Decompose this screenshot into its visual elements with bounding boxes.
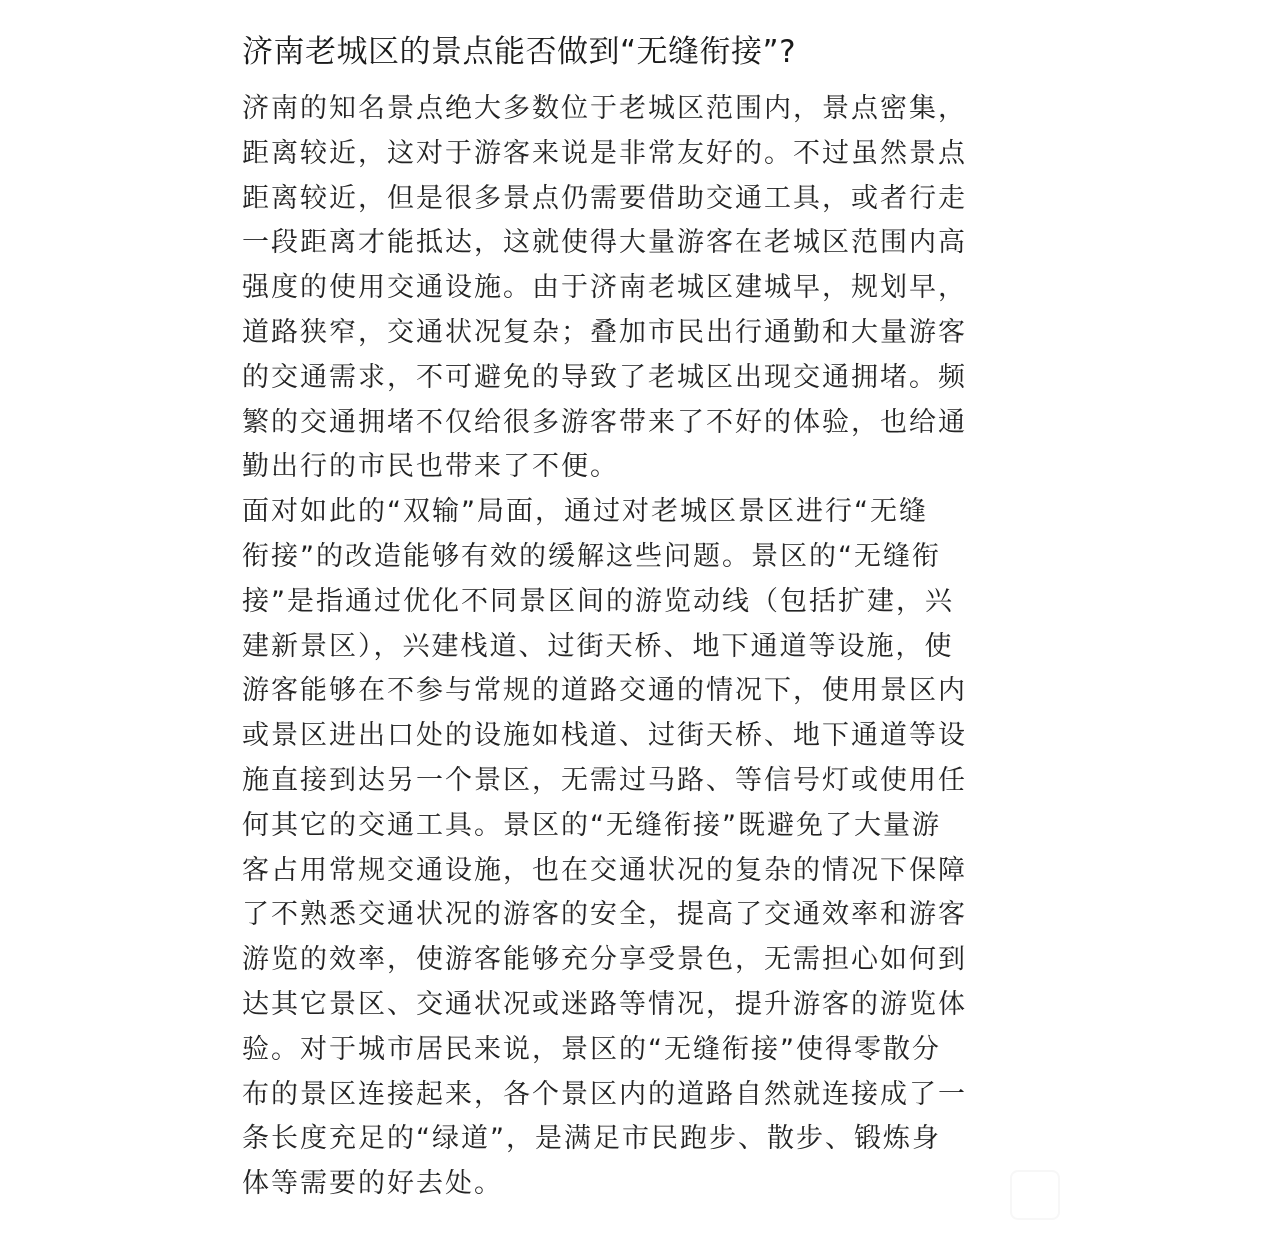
text-line: 勤出行的市民也带来了不便。: [242, 451, 619, 483]
text-line: 济南的知名景点绝大多数位于老城区范围内，景点密集，: [242, 93, 967, 124]
text-line: 游览的效率，使游客能够充分享受景色，无需担心如何到: [242, 944, 967, 976]
article-body: [242, 87, 1022, 1207]
article: [242, 28, 1022, 1207]
paragraph-2: [242, 490, 1022, 1207]
article-title: 济南老城区的景点能否做到“无缝衔接”?: [242, 34, 797, 70]
text-line: 距离较近，这对于游客来说是非常友好的。不过虽然景点: [242, 137, 967, 169]
text-line: 距离较近，但是很多景点仍需要借助交通工具，或者行走: [242, 182, 967, 214]
text-line: 体等需要的好去处。: [242, 1168, 503, 1200]
paragraph-1: [242, 87, 1022, 490]
text-line: 建新景区），兴建栈道、过街天桥、地下通道等设施，使: [242, 630, 954, 662]
text-line: 的交通需求，不可避免的导致了老城区出现交通拥堵。频: [242, 361, 967, 393]
text-line: 游客能够在不参与常规的道路交通的情况下，使用景区内: [242, 675, 967, 707]
text-line: 道路狭窄，交通状况复杂；叠加市民出行通勤和大量游客: [242, 316, 967, 348]
text-line: 了不熟悉交通状况的游客的安全，提高了交通效率和游客: [242, 899, 967, 931]
text-line: 或景区进出口处的设施如栈道、过街天桥、地下通道等设: [242, 720, 967, 752]
text-line: 客占用常规交通设施，也在交通状况的复杂的情况下保障: [242, 854, 967, 886]
text-line: 布的景区连接起来，各个景区内的道路自然就连接成了一: [242, 1078, 967, 1110]
text-line: 验。对于城市居民来说，景区的“无缝衔接”使得零散分: [242, 1033, 941, 1065]
text-line: 条长度充足的“绿道”，是满足市民跑步、散步、锻炼身: [242, 1123, 941, 1155]
text-line: 达其它景区、交通状况或迷路等情况，提升游客的游览体: [242, 988, 967, 1020]
text-line: 衔接”的改造能够有效的缓解这些问题。景区的“无缝衔: [242, 540, 941, 572]
text-line: 接”是指通过优化不同景区间的游览动线（包括扩建，兴: [242, 585, 954, 617]
text-line: 繁的交通拥堵不仅给很多游客带来了不好的体验，也给通: [242, 406, 967, 438]
watermark-icon: [1010, 1170, 1060, 1220]
text-line: 一段距离才能抵达，这就使得大量游客在老城区范围内高: [242, 227, 967, 259]
text-line: 面对如此的“双输”局面，通过对老城区景区进行“无缝: [242, 496, 928, 528]
text-line: 强度的使用交通设施。由于济南老城区建城早，规划早，: [242, 272, 967, 304]
text-line: 施直接到达另一个景区，无需过马路、等信号灯或使用任: [242, 764, 967, 796]
text-line: 何其它的交通工具。景区的“无缝衔接”既避免了大量游: [242, 809, 941, 841]
